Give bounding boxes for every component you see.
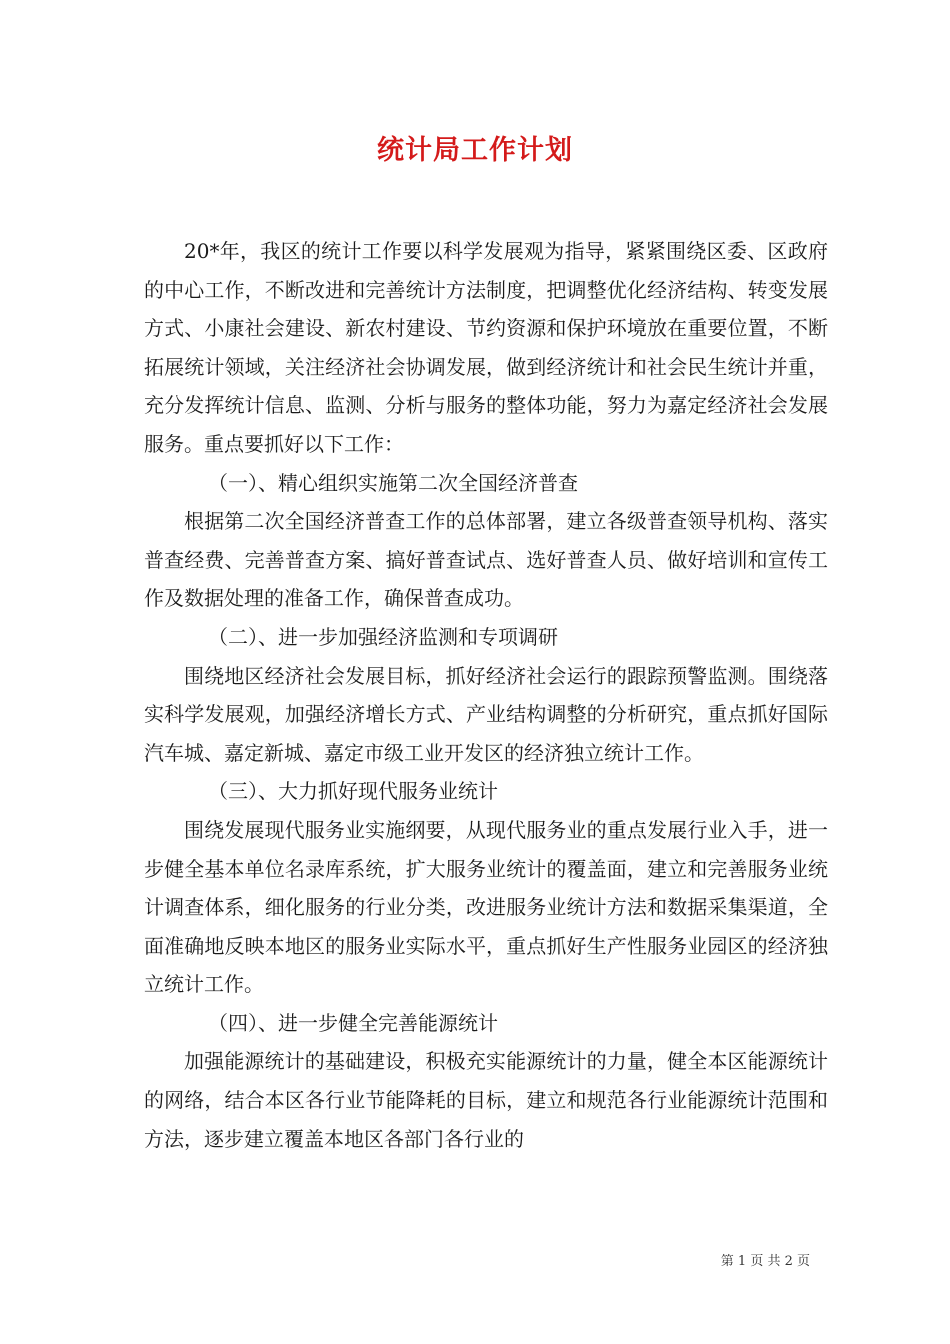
section-body-3: 围绕发展现代服务业实施纲要，从现代服务业的重点发展行业入手，进一步健全基本单位名录库系统，扩大服务业统计的覆盖面，建立和完善服务业统计调查体系，细化服务的行业分类，改进服务业统计方法和数据采集渠道，全面准确地反映本地区的服务业实际水平，重点抓好生产性服务业园区的经济独立统计工作。 <box>144 817 828 997</box>
section-body-4: 加强能源统计的基础建设，积极充实能源统计的力量，健全本区能源统计的网络，结合本区各行业节能降耗的目标，建立和规范各行业能源统计范围和方法，逐步建立覆盖本地区各部门各行业的 <box>144 1049 828 1151</box>
section-body-2: 围绕地区经济社会发展目标，抓好经济社会运行的跟踪预警监测。围绕落实科学发展观，加强经济增长方式、产业结构调整的分析研究，重点抓好国际汽车城、嘉定新城、嘉定市级工业开发区的经济独立统计工作。 <box>144 663 828 765</box>
page-number: 第 1 页 共 2 页 <box>720 1254 810 1269</box>
section-body-1: 根据第二次全国经济普查工作的总体部署，建立各级普查领导机构、落实普查经费、完善普查方案、搞好普查试点、选好普查人员、做好培训和宣传工作及数据处理的准备工作，确保普查成功。 <box>144 509 828 611</box>
section-heading-1: （一）、精心组织实施第二次全国经济普查 <box>208 470 578 495</box>
document-title: 统计局工作计划 <box>377 135 573 166</box>
document-body <box>144 232 828 1158</box>
section-heading-3: （三）、大力抓好现代服务业统计 <box>208 779 498 804</box>
section-heading-2: （二）、进一步加强经济监测和专项调研 <box>208 624 558 649</box>
intro-paragraph: 20*年，我区的统计工作要以科学发展观为指导，紧紧围绕区委、区政府的中心工作，不断改进和完善统计方法制度，把调整优化经济结构、转变发展方式、小康社会建设、新农村建设、节约资源和保护环境放在重要位置，不断拓展统计领域，关注经济社会协调发展，做到经济统计和社会民生统计并重，充分发挥统计信息、监测、分析与服务的整体功能，努力为嘉定经济社会发展服务。重点要抓好以下工作： <box>144 239 828 456</box>
section-heading-4: （四）、进一步健全完善能源统计 <box>208 1010 498 1035</box>
